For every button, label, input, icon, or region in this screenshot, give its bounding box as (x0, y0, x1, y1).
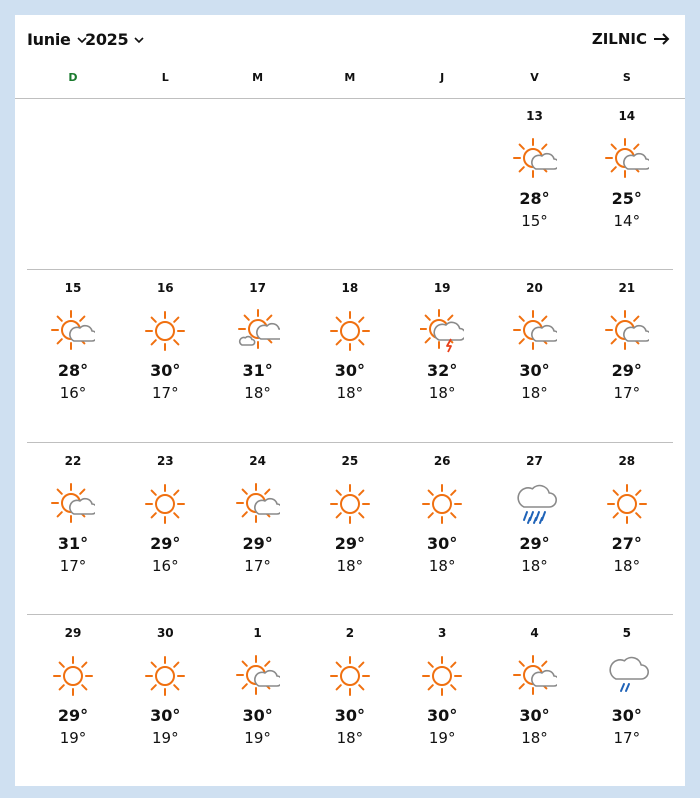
max-temperature: 30° (150, 706, 181, 725)
day-cell[interactable] (119, 616, 211, 776)
day-number: 15 (64, 281, 82, 295)
max-temperature: 31° (57, 534, 89, 553)
min-temperature: 16° (152, 557, 179, 575)
min-temperature: 18° (336, 384, 364, 402)
sun-icon (420, 482, 464, 526)
day-cell[interactable] (396, 616, 488, 776)
max-temperature: 29° (611, 361, 642, 380)
weekday-label: M (252, 71, 264, 84)
min-temperature: 17° (59, 557, 87, 575)
min-temperature: 14° (613, 212, 641, 230)
min-temperature: 15° (521, 212, 548, 230)
sun-cloud-icon (513, 654, 557, 698)
max-temperature: 28° (519, 189, 550, 208)
day-number: 4 (530, 626, 539, 640)
day-cell[interactable] (212, 616, 304, 776)
sun-icon (328, 482, 372, 526)
day-cell[interactable] (304, 271, 396, 431)
max-temperature: 30° (519, 361, 550, 380)
max-temperature: 30° (334, 361, 366, 380)
day-number: 1 (253, 626, 262, 640)
day-number: 27 (526, 454, 543, 468)
day-number: 21 (618, 281, 636, 295)
day-cell[interactable] (212, 444, 304, 604)
sun-icon (143, 654, 187, 698)
sun-cloud-icon (513, 309, 557, 353)
day-number: 23 (156, 454, 174, 468)
day-number: 3 (438, 626, 447, 640)
day-number: 18 (341, 281, 359, 295)
min-temperature: 18° (428, 384, 456, 402)
day-cell[interactable] (119, 444, 211, 604)
max-temperature: 30° (150, 361, 181, 380)
min-temperature: 18° (336, 729, 364, 747)
day-number: 28 (618, 454, 636, 468)
weekday-label: D (68, 71, 78, 84)
rain-cloud-icon (513, 482, 557, 526)
max-temperature: 30° (427, 706, 458, 725)
day-number: 16 (156, 281, 174, 295)
day-cell[interactable] (27, 444, 119, 604)
min-temperature: 17° (244, 557, 271, 575)
year-selector[interactable] (85, 30, 145, 49)
day-number: 29 (64, 626, 82, 640)
max-temperature: 30° (334, 706, 366, 725)
sun-cloud-icon (51, 309, 95, 353)
day-cell[interactable] (489, 616, 581, 776)
sun-icon (328, 309, 372, 353)
sun-cloud-icon (236, 482, 280, 526)
sun-storm-icon (420, 309, 464, 353)
max-temperature: 29° (334, 534, 366, 553)
day-cell[interactable] (27, 616, 119, 776)
sun-icon (420, 654, 464, 698)
max-temperature: 29° (150, 534, 181, 553)
week-divider (27, 614, 673, 615)
day-cell[interactable] (119, 271, 211, 431)
weekday-label: S (622, 71, 631, 84)
day-cell[interactable] (581, 271, 673, 431)
max-temperature: 30° (427, 534, 458, 553)
day-cell[interactable] (396, 271, 488, 431)
calendar-header (15, 15, 685, 59)
sun-icon (143, 309, 187, 353)
day-cell[interactable] (489, 99, 581, 259)
min-temperature: 19° (428, 729, 456, 747)
weekday-header-row (27, 71, 673, 91)
min-temperature: 16° (59, 384, 87, 402)
min-temperature: 18° (428, 557, 456, 575)
day-cell[interactable] (581, 444, 673, 604)
max-temperature: 30° (519, 706, 550, 725)
max-temperature: 29° (242, 534, 273, 553)
min-temperature: 18° (336, 557, 364, 575)
day-number: 20 (526, 281, 543, 295)
min-temperature: 18° (521, 557, 548, 575)
chevron-down-icon (133, 34, 145, 46)
day-cell[interactable] (581, 99, 673, 259)
weekday-label: J (440, 71, 445, 84)
sun-cloud-icon (236, 654, 280, 698)
day-number: 25 (341, 454, 359, 468)
max-temperature: 30° (611, 706, 642, 725)
min-temperature: 17° (613, 729, 641, 747)
day-cell[interactable] (489, 271, 581, 431)
forecast-card (15, 15, 685, 786)
max-temperature: 29° (57, 706, 89, 725)
weekday-label: L (161, 71, 169, 84)
day-number: 24 (249, 454, 266, 468)
sun-cloud-icon (513, 137, 557, 181)
day-number: 22 (64, 454, 82, 468)
min-temperature: 17° (152, 384, 179, 402)
weekday-label: V (530, 71, 539, 84)
sun-icon (328, 654, 372, 698)
sun-cloud-icon (605, 309, 649, 353)
day-cell[interactable] (304, 616, 396, 776)
daily-link-label: ZILNIC (591, 30, 647, 48)
min-temperature: 19° (244, 729, 271, 747)
sun-icon (51, 654, 95, 698)
sun-cloud-icon (51, 482, 95, 526)
day-cell[interactable] (212, 271, 304, 431)
arrow-right-icon (653, 32, 671, 46)
week-divider (27, 442, 673, 443)
week-divider (27, 269, 673, 270)
min-temperature: 18° (521, 729, 548, 747)
day-number: 2 (345, 626, 355, 640)
min-temperature: 19° (59, 729, 87, 747)
day-number: 19 (433, 281, 451, 295)
day-cell[interactable] (304, 444, 396, 604)
max-temperature: 30° (242, 706, 273, 725)
max-temperature: 25° (611, 189, 642, 208)
min-temperature: 18° (244, 384, 271, 402)
sun-icon (143, 482, 187, 526)
max-temperature: 32° (427, 361, 458, 380)
month-selector[interactable] (27, 30, 88, 49)
day-number: 14 (618, 109, 636, 123)
sun-cloud-icon (605, 137, 649, 181)
max-temperature: 29° (519, 534, 550, 553)
min-temperature: 18° (521, 384, 548, 402)
min-temperature: 19° (152, 729, 179, 747)
max-temperature: 27° (611, 534, 642, 553)
year-label: 2025 (85, 30, 129, 49)
max-temperature: 28° (57, 361, 89, 380)
weekday-label: M (344, 71, 356, 84)
day-number: 26 (433, 454, 451, 468)
daily-view-link[interactable] (592, 30, 671, 48)
day-number: 13 (526, 109, 543, 123)
sun-icon (605, 482, 649, 526)
min-temperature: 18° (613, 557, 641, 575)
light-rain-cloud-icon (605, 654, 649, 698)
max-temperature: 31° (242, 361, 273, 380)
day-cell[interactable] (489, 444, 581, 604)
day-cell[interactable] (581, 616, 673, 776)
day-cell[interactable] (396, 444, 488, 604)
month-label: Iunie (27, 30, 71, 49)
day-cell[interactable] (27, 271, 119, 431)
sun-clouds-icon (236, 309, 280, 353)
day-number: 5 (622, 626, 631, 640)
day-number: 30 (156, 626, 174, 640)
day-number: 17 (249, 281, 266, 295)
min-temperature: 17° (613, 384, 641, 402)
